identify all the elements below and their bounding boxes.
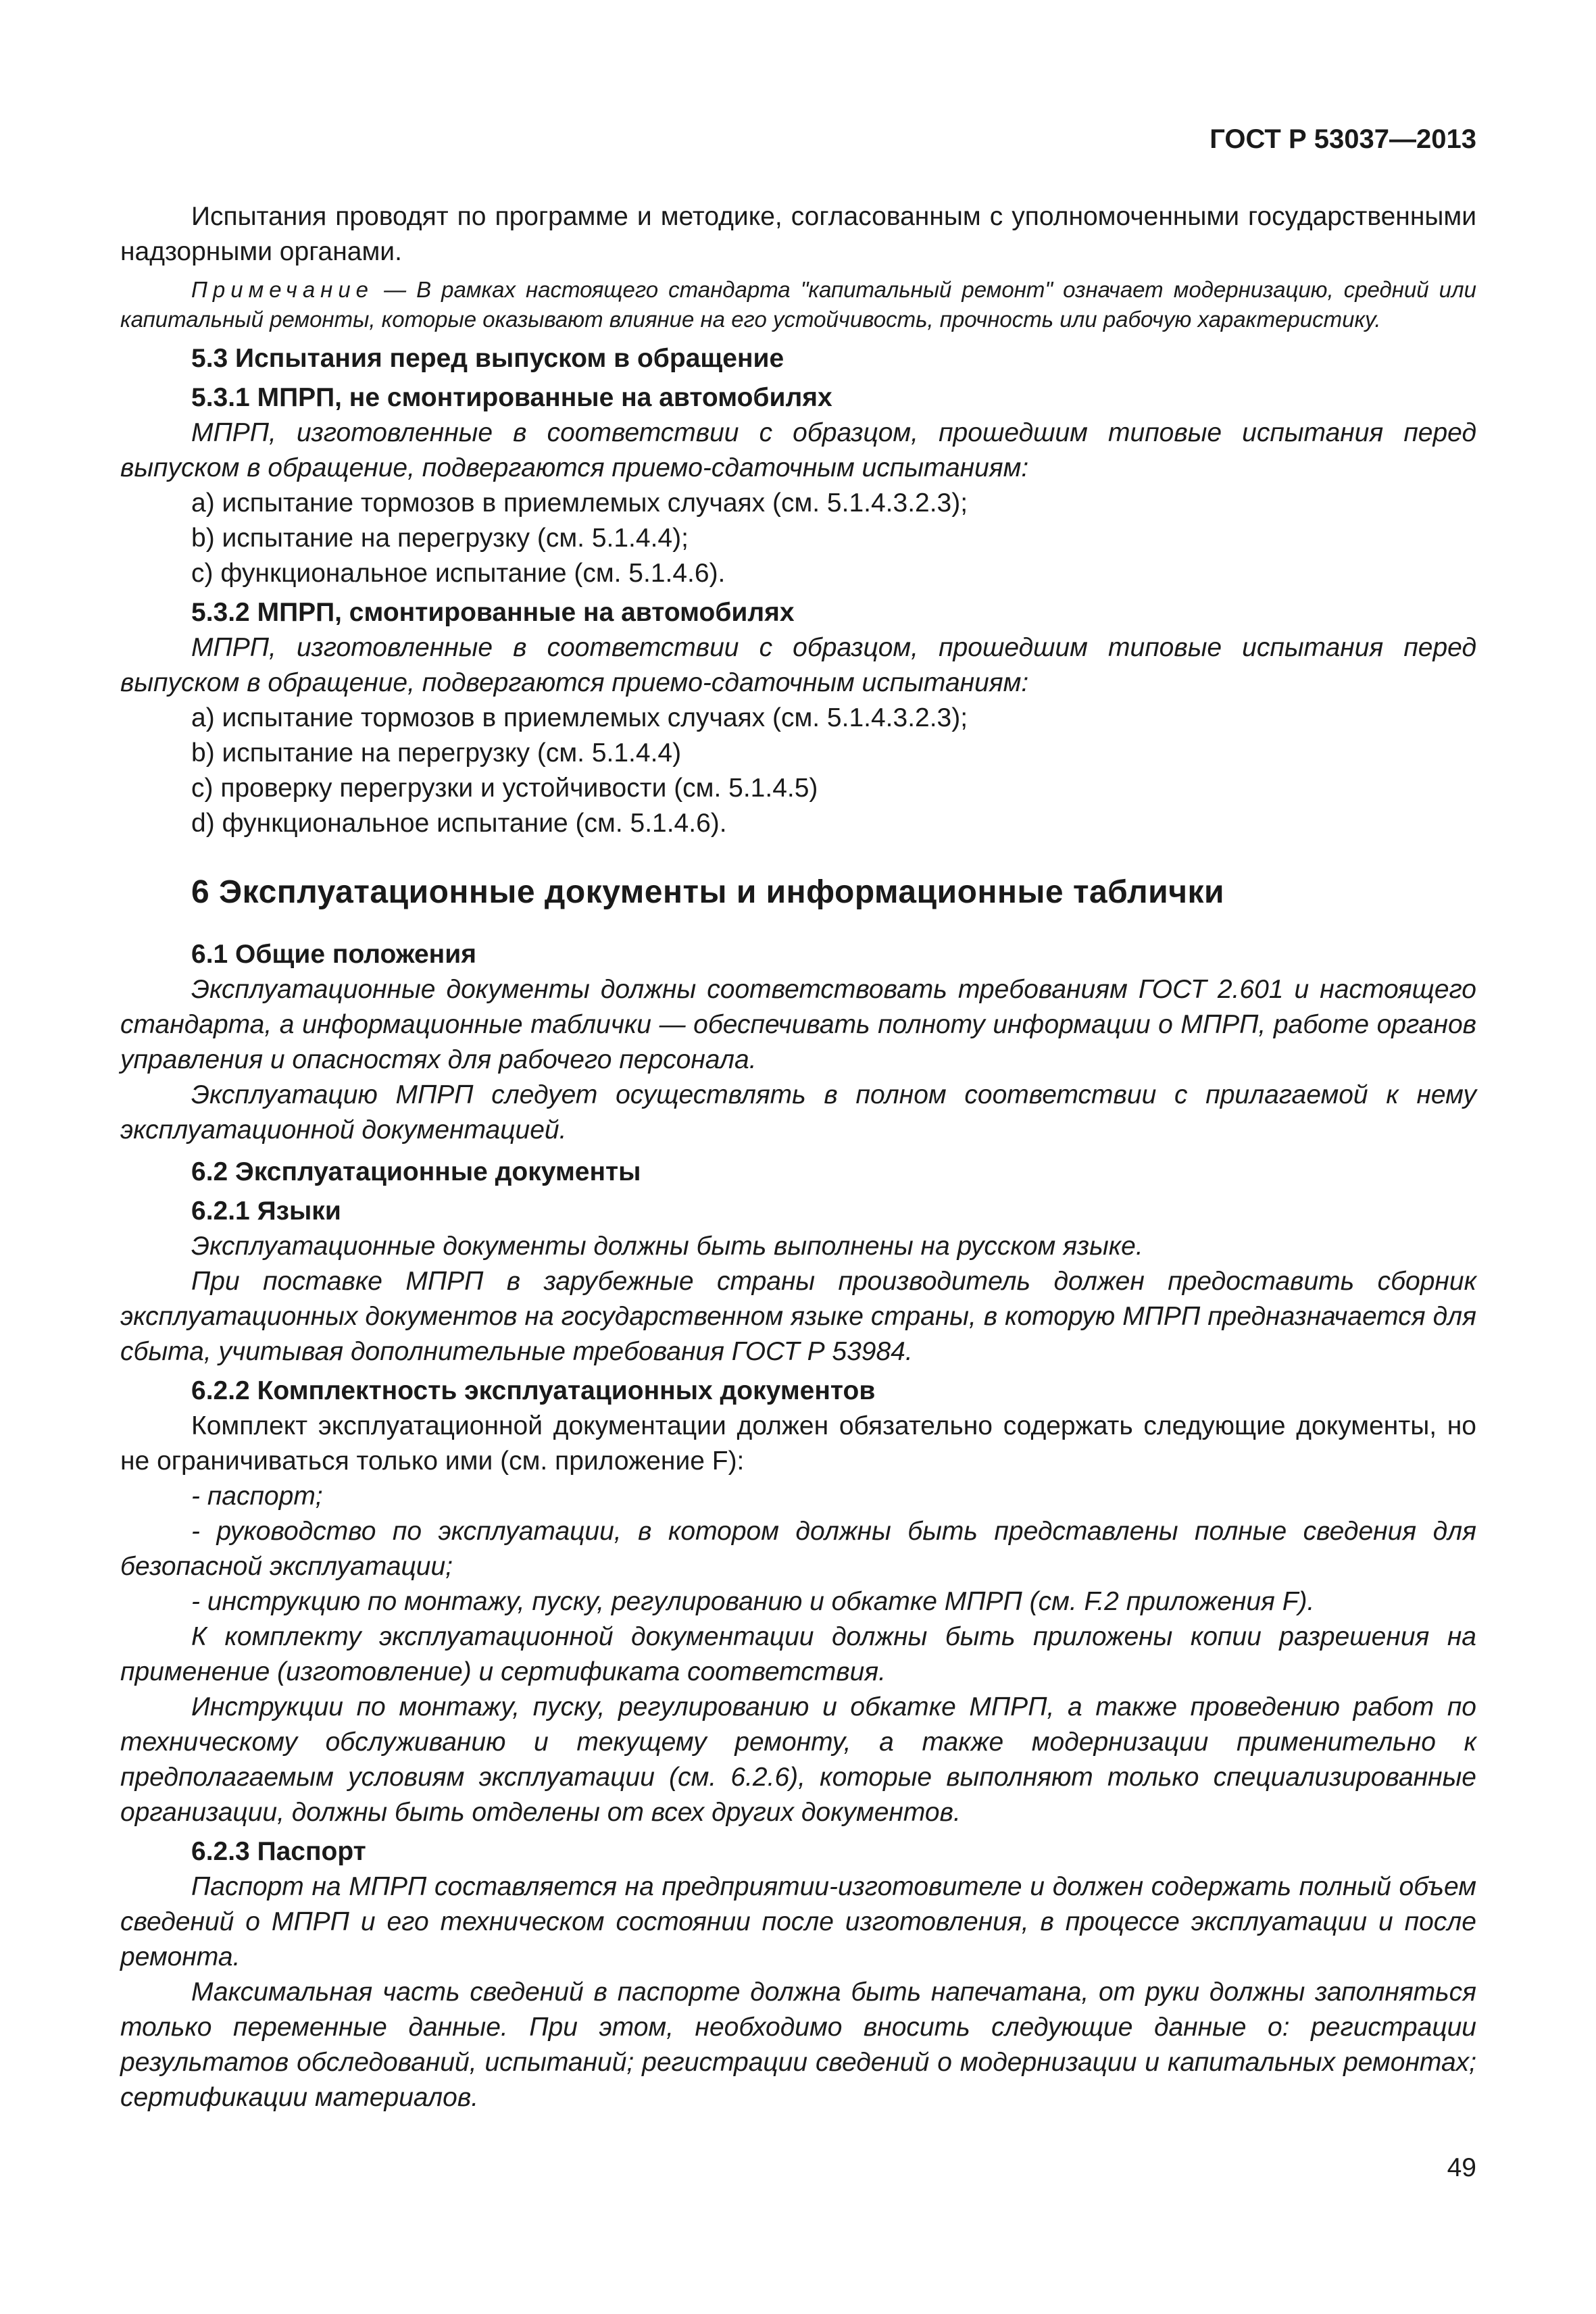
list-item: b) испытание на перегрузку (см. 5.1.4.4) bbox=[191, 738, 682, 768]
intro-paragraph: Испытания проводят по программе и методике, согласованным с уполномоченными государственными надзорными органами. bbox=[120, 202, 1476, 266]
list-item: - инструкцию по монтажу, пуску, регулированию и обкатке МПРП (см. F.2 приложения F). bbox=[191, 1587, 1315, 1616]
section-6-title: 6 Эксплуатационные документы и информационные таблички bbox=[191, 874, 1225, 910]
section-5-3-2-title: 5.3.2 МПРП, смонтированные на автомобилях bbox=[191, 598, 795, 627]
list-item: c) проверку перегрузки и устойчивости (см. 5.1.4.5) bbox=[191, 774, 818, 803]
list-item: а) испытание тормозов в приемлемых случаях (см. 5.1.4.3.2.3); bbox=[191, 703, 968, 732]
document-code-header: ГОСТ Р 53037—2013 bbox=[1210, 124, 1476, 154]
list-item: - паспорт; bbox=[191, 1482, 323, 1511]
section-5-3-1-title: 5.3.1 МПРП, не смонтированные на автомобилях bbox=[191, 383, 832, 412]
list-item: а) испытание тормозов в приемлемых случаях (см. 5.1.4.3.2.3); bbox=[191, 488, 968, 518]
section-6-2-1-title: 6.2.1 Языки bbox=[191, 1197, 341, 1226]
section-6-2-3-title: 6.2.3 Паспорт bbox=[191, 1837, 366, 1866]
section-6-2-2-paragraph: Комплект эксплуатационной документации должен обязательно содержать следующие документы, но не ограничиваться только ими (см. приложение F): bbox=[120, 1411, 1476, 1476]
note-paragraph bbox=[120, 275, 1476, 334]
note-text: — В рамках настоящего стандарта "капитальный ремонт" означает модернизацию, средний или капитальный ремонты, которые оказывают влияние на его устойчивость, прочность или рабочую характеристику. bbox=[120, 277, 1476, 332]
section-5-3-title: 5.3 Испытания перед выпуском в обращение bbox=[191, 344, 784, 373]
section-6-2-1-paragraph: Эксплуатационные документы должны быть выполнены на русском языке. bbox=[191, 1232, 1143, 1261]
list-item: - руководство по эксплуатации, в котором должны быть представлены полные сведения для безопасной эксплуатации; bbox=[120, 1517, 1476, 1581]
section-5-3-1-paragraph: МПРП, изготовленные в соответствии с образцом, прошедшим типовые испытания перед выпуском в обращение, подвергаются приемо-сдаточным испытаниям: bbox=[120, 418, 1476, 482]
section-6-1-paragraph: Эксплуатацию МПРП следует осуществлять в полном соответствии с прилагаемой к нему эксплуатационной документацией. bbox=[120, 1080, 1476, 1145]
list-item: d) функциональное испытание (см. 5.1.4.6). bbox=[191, 809, 727, 838]
list-item: b) испытание на перегрузку (см. 5.1.4.4); bbox=[191, 524, 689, 553]
section-6-2-2-paragraph: К комплекту эксплуатационной документации должны быть приложены копии разрешения на применение (изготовление) и сертификата соответствия. bbox=[120, 1622, 1476, 1686]
section-6-2-3-paragraph: Максимальная часть сведений в паспорте должна быть напечатана, от руки должны заполняться только переменные данные. При этом, необходимо вносить следующие данные о: регистрации результатов обследований, испытаний; регистрации сведений о модернизации и капитальных ремонтах; сертификации материалов. bbox=[120, 1978, 1476, 2112]
section-6-2-title: 6.2 Эксплуатационные документы bbox=[191, 1157, 641, 1186]
section-6-1-paragraph: Эксплуатационные документы должны соответствовать требованиям ГОСТ 2.601 и настоящего стандарта, а информационные таблички — обеспечивать полноту информации о МПРП, работе органов управления и опасностях для рабочего персонала. bbox=[120, 975, 1476, 1074]
section-5-3-2-paragraph: МПРП, изготовленные в соответствии с образцом, прошедшим типовые испытания перед выпуском в обращение, подвергаются приемо-сдаточным испытаниям: bbox=[120, 633, 1476, 697]
section-6-2-1-paragraph: При поставке МПРП в зарубежные страны производитель должен предоставить сборник эксплуатационных документов на государственном языке страны, в которую МПРП предназначается для сбыта, учитывая дополнительные требования ГОСТ Р 53984. bbox=[120, 1267, 1476, 1366]
note-label: Примечание bbox=[191, 277, 374, 302]
list-item: c) функциональное испытание (см. 5.1.4.6). bbox=[191, 559, 726, 588]
document-body bbox=[120, 199, 1476, 2115]
section-6-2-2-title: 6.2.2 Комплектность эксплуатационных документов bbox=[191, 1376, 876, 1405]
section-6-1-title: 6.1 Общие положения bbox=[191, 940, 476, 969]
section-6-2-2-paragraph: Инструкции по монтажу, пуску, регулированию и обкатке МПРП, а также проведению работ по техническому обслуживанию и текущему ремонту, а также модернизации применительно к предполагаемым условиям эксплуатации (см. 6.2.6), которые выполняют только специализированные организации, должны быть отделены от всех других документов. bbox=[120, 1692, 1476, 1827]
section-6-2-3-paragraph: Паспорт на МПРП составляется на предприятии-изготовителе и должен содержать полный объем сведений о МПРП и его техническом состоянии после изготовления, в процессе эксплуатации и после ремонта. bbox=[120, 1872, 1476, 1971]
page-number: 49 bbox=[1447, 2153, 1476, 2182]
